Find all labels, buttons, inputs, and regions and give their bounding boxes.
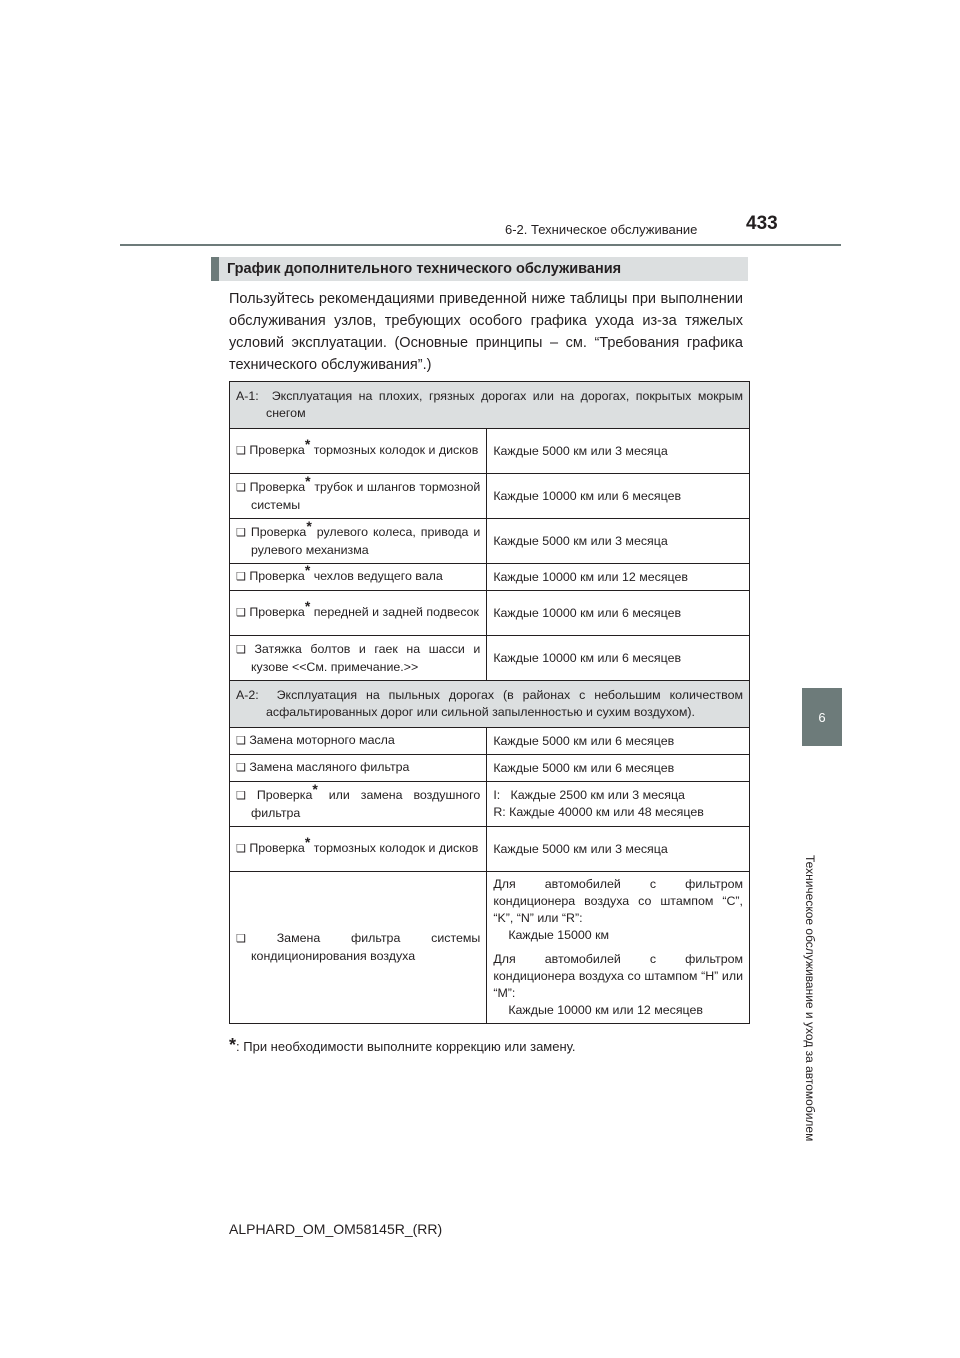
chapter-tab [802,688,842,746]
table-item: ❑ Замена масляного фильтра [236,760,410,774]
maintenance-schedule-table [229,381,750,1024]
table-row [230,728,750,755]
checkbox-icon: ❑ [236,607,246,619]
filter-note-1: Для автомобилей с фильтром кондиционера воздуха со штампом “C”, “K”, “N” или “R”: [493,877,743,925]
table-interval: Каждые 5000 км или 6 месяцев [487,728,750,755]
table-row [230,782,750,827]
header-divider [120,244,841,246]
header-section-title: 6-2. Техническое обслуживание [505,222,698,237]
table-item: ❑ Проверка* трубок и шлангов тормозной системы [236,472,481,512]
table-row [230,872,750,1024]
checkbox-icon: ❑ [236,762,246,774]
table-interval: Каждые 5000 км или 3 месяца [487,429,750,474]
footer-document-code: ALPHARD_OM_OM58145R_(RR) [229,1221,443,1237]
checkbox-icon: ❑ [236,481,246,494]
table-interval: Каждые 10000 км или 12 месяцев [487,564,750,591]
checkbox-icon: ❑ [236,789,246,802]
table-item: ❑ Проверка* рулевого колеса, привода и рулевого механизма [236,517,481,557]
table-item: ❑ Проверка* тормозных колодок и дисков [236,833,479,855]
intro-paragraph: Пользуйтесь рекомендациями приведенной ниже таблицы при выполнении обслуживания узлов, требующих особого графика ухода из-за тяжелых условий эксплуатации. (Основные принципы – см. “Требования графика технического обслуживания”.) [229,291,743,373]
checkbox-icon: ❑ [236,735,246,747]
table-interval: Каждые 10000 км или 6 месяцев [487,474,750,519]
filter-note-1-interval: Каждые 15000 км [508,928,610,942]
table-row [230,591,750,636]
footnote-mark: * [229,1035,237,1055]
section-title: График дополнительного технического обслуживания [211,257,748,281]
checkbox-icon: ❑ [236,526,246,539]
footnote [229,1035,575,1056]
interval-replace: R: Каждые 40000 км или 48 месяцев [493,805,704,819]
table-interval: Каждые 10000 км или 6 месяцев [487,591,750,636]
table-item: ❑ Затяжка болтов и гаек на шасси и кузове <<См. примечание.>> [236,641,481,674]
table-interval: Каждые 5000 км или 6 месяцев [487,755,750,782]
page-number: 433 [746,213,778,234]
chapter-number: 6 [818,709,826,725]
table-row [230,564,750,591]
category-row-a2 [230,681,750,728]
table-row [230,636,750,681]
table-interval: Каждые 5000 км или 3 месяца [487,827,750,872]
checkbox-icon: ❑ [236,571,246,583]
table-interval [487,782,750,827]
chapter-side-title: Техническое обслуживание и уход за автомобилем [803,855,817,1142]
table-interval: Каждые 10000 км или 6 месяцев [487,636,750,681]
filter-note-2-interval: Каждые 10000 км или 12 месяцев [508,1003,703,1017]
checkbox-icon: ❑ [236,843,246,855]
filter-note-2: Для автомобилей с фильтром кондиционера воздуха со штампом “H” или “M”: [493,952,743,1000]
table-row [230,755,750,782]
table-item: ❑ Проверка* передней и задней подвесок [236,597,479,619]
table-row [230,827,750,872]
footnote-text: : При необходимости выполните коррекцию или замену. [236,1039,576,1054]
table-item: ❑ Замена фильтра системы кондиционирования воздуха [236,931,481,963]
checkbox-icon: ❑ [236,933,246,945]
table-item: ❑ Проверка* или замена воздушного фильтра [236,780,481,820]
table-item: ❑ Проверка* тормозных колодок и дисков [236,435,479,457]
category-a2: A-2: Эксплуатация на пыльных дорогах (в районах с небольшим количеством асфальтированных дорог или сильной запыленностью и сухим воздухом). [236,688,744,719]
table-row [230,429,750,474]
table-row [230,519,750,564]
category-row-a1 [230,382,750,429]
table-item: ❑ Замена моторного масла [236,733,395,747]
table-row [230,474,750,519]
table-item: ❑ Проверка* чехлов ведущего вала [236,561,443,583]
table-interval [487,872,750,1024]
interval-inspect: I: Каждые 2500 км или 3 месяца [493,788,685,802]
checkbox-icon: ❑ [236,445,246,457]
table-interval: Каждые 5000 км или 3 месяца [487,519,750,564]
category-a1: A-1: Эксплуатация на плохих, грязных дорогах или на дорогах, покрытых мокрым снегом [236,389,743,420]
checkbox-icon: ❑ [236,643,246,656]
